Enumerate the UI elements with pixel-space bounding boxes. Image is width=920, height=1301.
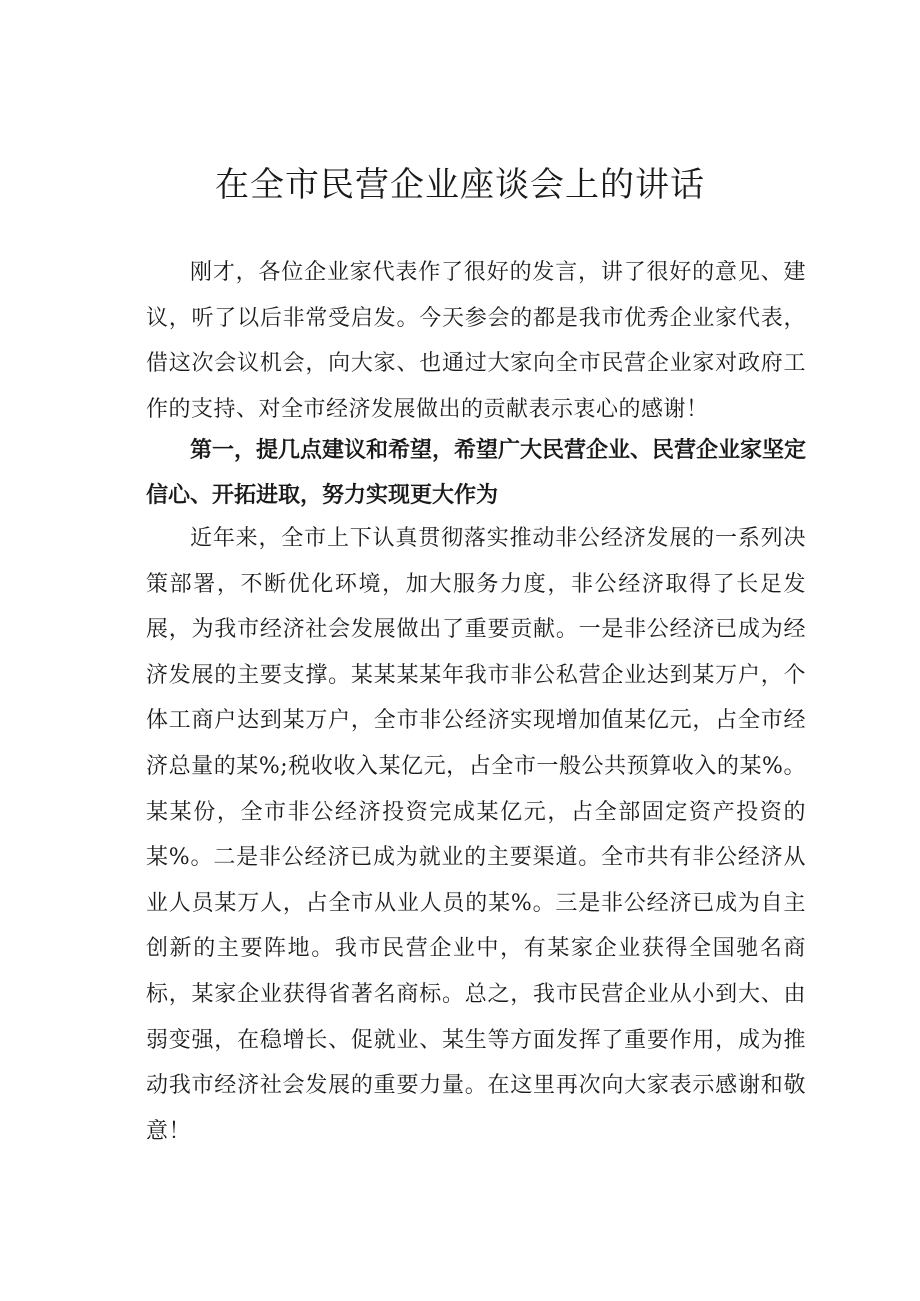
paragraph-opening: 刚才，各位企业家代表作了很好的发言，讲了很好的意见、建议，听了以后非常受启发。今天参会的都是我市优秀企业家代表，借这次会议机会，向大家、也通过大家向全市民营企业家对政府工作的支持、对全市经济发展做出的贡献表示衷心的感谢！ — [146, 260, 806, 422]
section-heading-first: 第一，提几点建议和希望，希望广大民营企业、民营企业家坚定信心、开拓进取，努力实现更大作为 — [146, 438, 807, 508]
paragraph-achievements: 近年来，全市上下认真贯彻落实推动非公经济发展的一系列决策部署，不断优化环境，加大服务力度，非公经济取得了长足发展，为我市经济社会发展做出了重要贡献。一是非公经济已成为经济发展的主要支撑。某某某某年我市非公私营企业达到某万户，个体工商户达到某万户，全市非公经济实现增加值某亿元，占全市经济总量的某%;税收收入某亿元，占全市一般公共预算收入的某%。某某份，全市非公经济投资完成某亿元，占全部固定资产投资的某%。二是非公经济已成为就业的主要渠道。全市共有非公经济从业人员某万人，占全市从业人员的某%。三是非公经济已成为自主创新的主要阵地。我市民营企业中，有某家企业获得全国驰名商标，某家企业获得省著名商标。总之，我市民营企业从小到大、由弱变强，在稳增长、促就业、某生等方面发挥了重要作用，成为推动我市经济社会发展的重要力量。在这里再次向大家表示感谢和敬意！ — [146, 526, 806, 1144]
document-title: 在全市民营企业座谈会上的讲话 — [215, 165, 705, 205]
